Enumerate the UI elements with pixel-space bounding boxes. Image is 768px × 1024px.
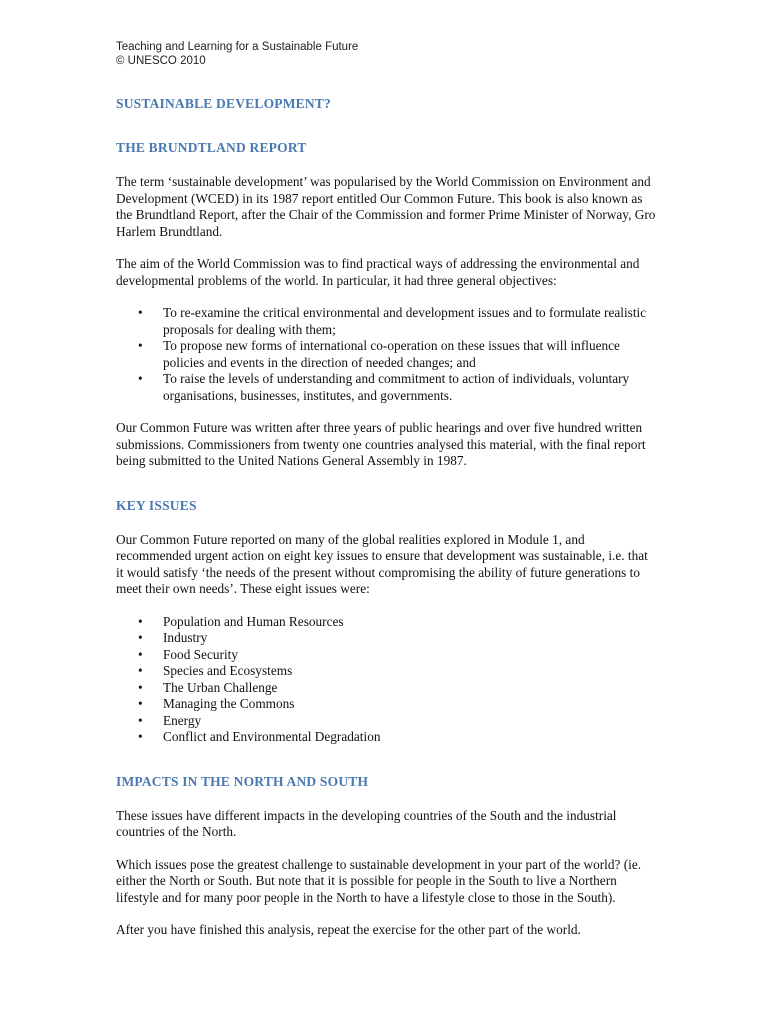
impacts-paragraph-1: These issues have different impacts in the developing countries of the South and the industrial countries of the North. xyxy=(116,807,617,839)
impacts-paragraph-3: After you have finished this analysis, repeat the exercise for the other part of the world. xyxy=(116,922,581,937)
list-item: • The Urban Challenge xyxy=(116,680,656,697)
list-item: • Conflict and Environmental Degradation xyxy=(116,729,656,746)
list-item: • Food Security xyxy=(116,647,656,664)
list-item: • Species and Ecosystems xyxy=(116,663,656,680)
list-item: • Energy xyxy=(116,713,656,730)
list-item: • To raise the levels of understanding and commitment to action of individuals, voluntary organisations, businesses, institutes, and governments. xyxy=(116,371,656,404)
list-item: • To re-examine the critical environmental and development issues and to formulate realistic proposals for dealing with them; xyxy=(116,305,656,338)
key-issues-paragraph: Our Common Future reported on many of the global realities explored in Module 1, and recommended urgent action on eight key issues to ensure that development was sustainable, i.e. that it would satisfy ‘the needs of the present without compromising the ability of future generations to meet their own needs’. These eight issues were: xyxy=(116,531,648,596)
list-item: • Managing the Commons xyxy=(116,696,656,713)
brundtland-paragraph-3: Our Common Future was written after three years of public hearings and over five hundred written submissions. Commissioners from twenty one countries analysed this material, with the final report being submitted to the United Nations General Assembly in 1987. xyxy=(116,420,646,468)
header-course-title: Teaching and Learning for a Sustainable Future xyxy=(116,41,359,53)
document-title: SUSTAINABLE DEVELOPMENT? xyxy=(116,96,331,111)
header-copyright: © UNESCO 2010 xyxy=(116,55,206,67)
impacts-paragraph-2: Which issues pose the greatest challenge to sustainable development in your part of the world? (ie. either the North or South. But note that it is possible for people in the South to live a Northern lifestyle and for many poor people in the North to have a lifestyle close to those in the South). xyxy=(116,856,642,905)
section-heading-impacts: IMPACTS IN THE NORTH AND SOUTH xyxy=(116,773,369,789)
section-heading-brundtland: THE BRUNDTLAND REPORT xyxy=(116,140,307,155)
brundtland-paragraph-1: The term ‘sustainable development’ was popularised by the World Commission on Environment and Development (WCED) in its 1987 report entitled Our Common Future. This book is also known as the Brundtland Report, after the Chair of the Commission and former Prime Minister of Norway, Gro Harlem Brundtland. xyxy=(116,174,656,239)
objectives-list xyxy=(116,305,656,404)
list-item: • Population and Human Resources xyxy=(116,614,656,631)
page-header xyxy=(116,40,656,68)
document-page xyxy=(116,40,656,939)
brundtland-paragraph-2: The aim of the World Commission was to find practical ways of addressing the environmental and developmental problems of the world. In particular, it had three general objectives: xyxy=(116,256,640,288)
key-issues-list xyxy=(116,614,656,746)
list-item: • To propose new forms of international co-operation on these issues that will influence policies and events in the direction of needed changes; and xyxy=(116,338,656,371)
list-item: • Industry xyxy=(116,630,656,647)
section-heading-key-issues: KEY ISSUES xyxy=(116,497,197,513)
